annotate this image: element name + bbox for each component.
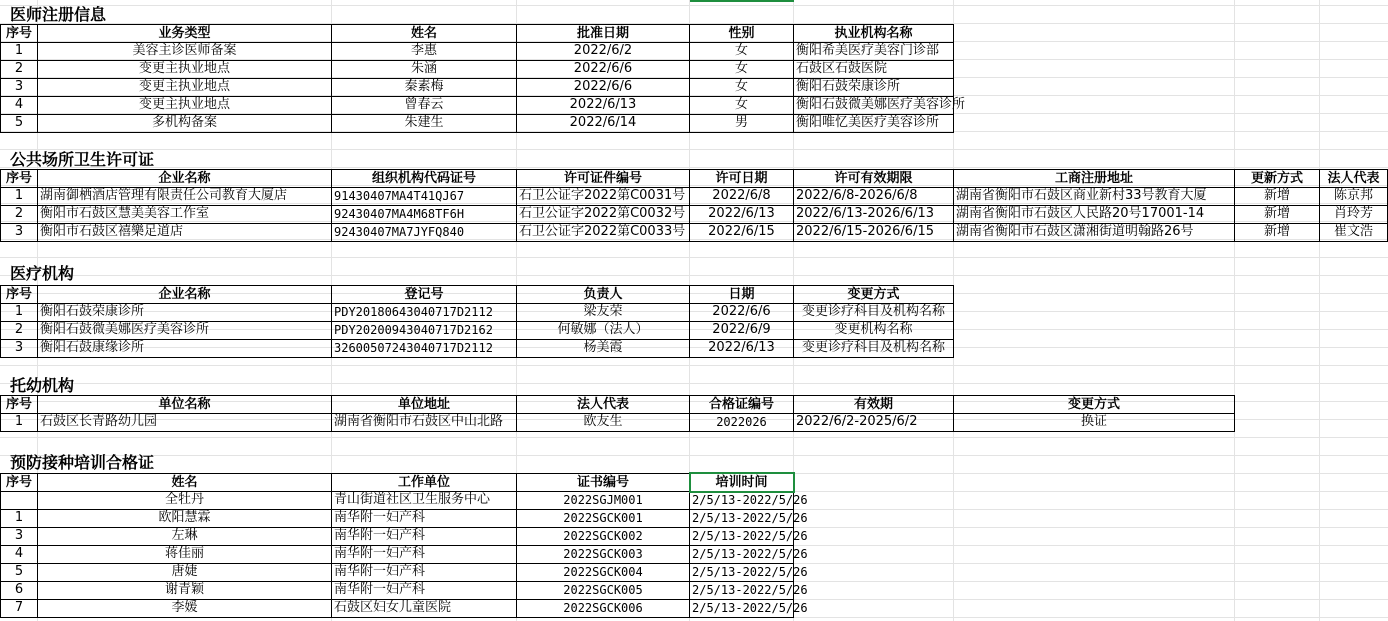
cell-vaccine-r3-c1[interactable]: 左琳 <box>38 527 332 546</box>
cell-doctor-r5-c1[interactable]: 多机构备案 <box>38 114 332 133</box>
cell-vaccine-r2-c1[interactable]: 欧阳慧霖 <box>38 509 332 528</box>
cell-vaccine-r1-c3[interactable]: 2022SGJM001 <box>517 491 690 510</box>
cell-doctor-r5-c0[interactable]: 5 <box>0 114 38 133</box>
header-cell-nursery-5[interactable]: 有效期 <box>794 395 954 414</box>
cell-public-r1-c1[interactable]: 湖南御栖酒店管理有限责任公司教育大厦店 <box>38 187 332 206</box>
cell-doctor-r3-c5[interactable]: 衡阳石鼓荣康诊所 <box>794 78 954 97</box>
cell-public-r2-c6[interactable]: 湖南省衡阳市石鼓区人民路20号17001-14 <box>954 205 1235 224</box>
cell-public-r2-c5[interactable]: 2022/6/13-2026/6/13 <box>794 205 954 224</box>
section-title-medical[interactable]: 医疗机构 <box>10 264 75 283</box>
header-cell-public-0[interactable]: 序号 <box>0 169 38 188</box>
cell-vaccine-r5-c0[interactable]: 5 <box>0 563 38 582</box>
cell-vaccine-r6-c0[interactable]: 6 <box>0 581 38 600</box>
header-cell-vaccine-1[interactable]: 姓名 <box>38 473 332 492</box>
cell-doctor-r4-c1[interactable]: 变更主执业地点 <box>38 96 332 115</box>
grid-row-line <box>0 257 1388 258</box>
cell-public-r2-c0[interactable]: 2 <box>0 205 38 224</box>
cell-doctor-r2-c4[interactable]: 女 <box>690 60 794 79</box>
cell-medical-r1-c1[interactable]: 衡阳石鼓荣康诊所 <box>38 303 332 322</box>
cell-vaccine-r5-c4[interactable]: 2/5/13-2022/5/26 <box>690 563 794 582</box>
section-title-doctor[interactable]: 医师注册信息 <box>10 5 107 24</box>
cell-vaccine-r7-c4[interactable]: 2/5/13-2022/5/26 <box>690 599 794 618</box>
cell-medical-r2-c0[interactable]: 2 <box>0 321 38 340</box>
cell-doctor-r5-c4[interactable]: 男 <box>690 114 794 133</box>
cell-doctor-r3-c1[interactable]: 变更主执业地点 <box>38 78 332 97</box>
cell-vaccine-r4-c2[interactable]: 南华附一妇产科 <box>332 545 517 564</box>
cell-doctor-r1-c4[interactable]: 女 <box>690 42 794 61</box>
cell-doctor-r1-c5[interactable]: 衡阳希美医疗美容门诊部 <box>794 42 954 61</box>
header-cell-vaccine-0[interactable]: 序号 <box>0 473 38 492</box>
cell-public-r3-c6[interactable]: 湖南省衡阳市石鼓区潇湘街道明翰路26号 <box>954 223 1235 242</box>
cell-public-r2-c1[interactable]: 衡阳市石鼓区慧美美容工作室 <box>38 205 332 224</box>
cell-vaccine-r4-c3[interactable]: 2022SGCK003 <box>517 545 690 564</box>
cell-doctor-r3-c2[interactable]: 秦素梅 <box>332 78 517 97</box>
header-cell-public-3[interactable]: 许可证件编号 <box>517 169 690 188</box>
cell-vaccine-r5-c2[interactable]: 南华附一妇产科 <box>332 563 517 582</box>
cell-vaccine-r1-c0[interactable] <box>0 491 38 510</box>
cell-vaccine-r6-c4[interactable]: 2/5/13-2022/5/26 <box>690 581 794 600</box>
cell-vaccine-r3-c4[interactable]: 2/5/13-2022/5/26 <box>690 527 794 546</box>
cell-medical-r1-c5[interactable]: 变更诊疗科目及机构名称 <box>794 303 954 322</box>
header-cell-public-8[interactable]: 法人代表 <box>1320 169 1388 188</box>
cell-public-r3-c8[interactable]: 崔文浩 <box>1320 223 1388 242</box>
cell-vaccine-r4-c0[interactable]: 4 <box>0 545 38 564</box>
cell-vaccine-r1-c4[interactable]: 2/5/13-2022/5/26 <box>690 491 794 510</box>
cell-public-r1-c5[interactable]: 2022/6/8-2026/6/8 <box>794 187 954 206</box>
header-cell-doctor-4[interactable]: 性别 <box>690 24 794 43</box>
cell-doctor-r4-c3[interactable]: 2022/6/13 <box>517 96 690 115</box>
header-cell-public-2[interactable]: 组织机构代码证号 <box>332 169 517 188</box>
cell-medical-r2-c1[interactable]: 衡阳石鼓微美娜医疗美容诊所 <box>38 321 332 340</box>
cell-vaccine-r7-c0[interactable]: 7 <box>0 599 38 618</box>
cell-doctor-r1-c2[interactable]: 李惠 <box>332 42 517 61</box>
cell-vaccine-r7-c2[interactable]: 石鼓区妇女儿童医院 <box>332 599 517 618</box>
cell-public-r2-c8[interactable]: 肖玲芳 <box>1320 205 1388 224</box>
cell-nursery-r1-c3[interactable]: 欧友生 <box>517 413 690 432</box>
cell-doctor-r3-c0[interactable]: 3 <box>0 78 38 97</box>
cell-vaccine-r6-c3[interactable]: 2022SGCK005 <box>517 581 690 600</box>
cell-doctor-r5-c3[interactable]: 2022/6/14 <box>517 114 690 133</box>
cell-doctor-r5-c5[interactable]: 衡阳唯忆美医疗美容诊所 <box>794 114 954 133</box>
cell-vaccine-r3-c2[interactable]: 南华附一妇产科 <box>332 527 517 546</box>
header-cell-doctor-5[interactable]: 执业机构名称 <box>794 24 954 43</box>
header-cell-vaccine-2[interactable]: 工作单位 <box>332 473 517 492</box>
cell-medical-r2-c2[interactable]: PDY20200943040717D2162 <box>332 321 517 340</box>
header-cell-public-5[interactable]: 许可有效期限 <box>794 169 954 188</box>
cell-vaccine-r5-c1[interactable]: 唐婕 <box>38 563 332 582</box>
section-title-vaccine[interactable]: 预防接种培训合格证 <box>10 453 155 472</box>
header-cell-nursery-3[interactable]: 法人代表 <box>517 395 690 414</box>
cell-public-r2-c3[interactable]: 石卫公证字2022第C0032号 <box>517 205 690 224</box>
cell-medical-r3-c1[interactable]: 衡阳石鼓康缘诊所 <box>38 339 332 358</box>
cell-medical-r1-c4[interactable]: 2022/6/6 <box>690 303 794 322</box>
cell-public-r1-c3[interactable]: 石卫公证字2022第C0031号 <box>517 187 690 206</box>
grid-row-line <box>0 149 1388 150</box>
cell-medical-r3-c0[interactable]: 3 <box>0 339 38 358</box>
cell-medical-r2-c4[interactable]: 2022/6/9 <box>690 321 794 340</box>
section-title-public[interactable]: 公共场所卫生许可证 <box>10 150 155 169</box>
cell-doctor-r2-c1[interactable]: 变更主执业地点 <box>38 60 332 79</box>
cell-nursery-r1-c1[interactable]: 石鼓区长青路幼儿园 <box>38 413 332 432</box>
cell-vaccine-r6-c2[interactable]: 南华附一妇产科 <box>332 581 517 600</box>
cell-vaccine-r1-c1[interactable]: 全牡丹 <box>38 491 332 510</box>
cell-medical-r2-c5[interactable]: 变更机构名称 <box>794 321 954 340</box>
cell-public-r1-c4[interactable]: 2022/6/8 <box>690 187 794 206</box>
header-cell-public-6[interactable]: 工商注册地址 <box>954 169 1235 188</box>
cell-public-r1-c6[interactable]: 湖南省衡阳市石鼓区商业新村33号教育大厦 <box>954 187 1235 206</box>
active-column-indicator <box>690 0 794 2</box>
cell-medical-r1-c0[interactable]: 1 <box>0 303 38 322</box>
cell-public-r3-c2[interactable]: 92430407MA7JYFQ840 <box>332 223 517 242</box>
grid-row-line <box>0 167 1388 168</box>
cell-public-r3-c4[interactable]: 2022/6/15 <box>690 223 794 242</box>
cell-nursery-r1-c5[interactable]: 2022/6/2-2025/6/2 <box>794 413 954 432</box>
header-cell-nursery-1[interactable]: 单位名称 <box>38 395 332 414</box>
header-cell-medical-3[interactable]: 负责人 <box>517 285 690 304</box>
cell-medical-r1-c2[interactable]: PDY20180643040717D2112 <box>332 303 517 322</box>
cell-public-r3-c0[interactable]: 3 <box>0 223 38 242</box>
header-cell-public-7[interactable]: 更新方式 <box>1235 169 1320 188</box>
header-cell-doctor-1[interactable]: 业务类型 <box>38 24 332 43</box>
cell-vaccine-r3-c3[interactable]: 2022SGCK002 <box>517 527 690 546</box>
cell-vaccine-r1-c2[interactable]: 青山街道社区卫生服务中心 <box>332 491 517 510</box>
cell-medical-r3-c5[interactable]: 变更诊疗科目及机构名称 <box>794 339 954 358</box>
cell-public-r2-c2[interactable]: 92430407MA4M68TF6H <box>332 205 517 224</box>
cell-medical-r3-c4[interactable]: 2022/6/13 <box>690 339 794 358</box>
cell-medical-r3-c2[interactable]: 32600507243040717D2112 <box>332 339 517 358</box>
cell-public-r3-c7[interactable]: 新增 <box>1235 223 1320 242</box>
cell-public-r3-c3[interactable]: 石卫公证字2022第C0033号 <box>517 223 690 242</box>
header-cell-nursery-2[interactable]: 单位地址 <box>332 395 517 414</box>
cell-doctor-r2-c2[interactable]: 朱涵 <box>332 60 517 79</box>
cell-vaccine-r2-c3[interactable]: 2022SGCK001 <box>517 509 690 528</box>
cell-doctor-r1-c1[interactable]: 美容主诊医师备案 <box>38 42 332 61</box>
header-cell-nursery-4[interactable]: 合格证编号 <box>690 395 794 414</box>
cell-medical-r2-c3[interactable]: 何敏娜（法人） <box>517 321 690 340</box>
cell-doctor-r3-c3[interactable]: 2022/6/6 <box>517 78 690 97</box>
header-cell-medical-2[interactable]: 登记号 <box>332 285 517 304</box>
cell-doctor-r4-c2[interactable]: 曾春云 <box>332 96 517 115</box>
active-cell-selection[interactable] <box>689 472 795 493</box>
grid-row-line <box>0 437 1388 438</box>
header-cell-doctor-2[interactable]: 姓名 <box>332 24 517 43</box>
grid-row-line <box>0 5 1388 6</box>
header-cell-public-4[interactable]: 许可日期 <box>690 169 794 188</box>
header-cell-doctor-0[interactable]: 序号 <box>0 24 38 43</box>
cell-doctor-r2-c0[interactable]: 2 <box>0 60 38 79</box>
header-cell-nursery-6[interactable]: 变更方式 <box>954 395 1235 414</box>
header-cell-vaccine-4[interactable]: 培训时间 <box>690 473 794 492</box>
section-title-nursery[interactable]: 托幼机构 <box>10 376 75 395</box>
cell-medical-r3-c3[interactable]: 杨美霞 <box>517 339 690 358</box>
header-cell-medical-1[interactable]: 企业名称 <box>38 285 332 304</box>
cell-vaccine-r5-c3[interactable]: 2022SGCK004 <box>517 563 690 582</box>
cell-doctor-r1-c3[interactable]: 2022/6/2 <box>517 42 690 61</box>
cell-nursery-r1-c0[interactable]: 1 <box>0 413 38 432</box>
cell-vaccine-r2-c2[interactable]: 南华附一妇产科 <box>332 509 517 528</box>
header-cell-doctor-3[interactable]: 批准日期 <box>517 24 690 43</box>
grid-row-line <box>0 365 1388 366</box>
cell-doctor-r4-c4[interactable]: 女 <box>690 96 794 115</box>
cell-doctor-r2-c5[interactable]: 石鼓区石鼓医院 <box>794 60 954 79</box>
grid-row-line <box>0 275 1388 276</box>
cell-public-r2-c4[interactable]: 2022/6/13 <box>690 205 794 224</box>
cell-medical-r1-c3[interactable]: 梁友荣 <box>517 303 690 322</box>
cell-public-r1-c8[interactable]: 陈京邦 <box>1320 187 1388 206</box>
cell-public-r1-c0[interactable]: 1 <box>0 187 38 206</box>
cell-doctor-r2-c3[interactable]: 2022/6/6 <box>517 60 690 79</box>
cell-nursery-r1-c2[interactable]: 湖南省衡阳市石鼓区中山北路 <box>332 413 517 432</box>
cell-vaccine-r4-c1[interactable]: 蒋佳丽 <box>38 545 332 564</box>
cell-doctor-r1-c0[interactable]: 1 <box>0 42 38 61</box>
cell-vaccine-r7-c3[interactable]: 2022SGCK006 <box>517 599 690 618</box>
cell-public-r1-c2[interactable]: 91430407MA4T41QJ67 <box>332 187 517 206</box>
cell-vaccine-r2-c0[interactable]: 1 <box>0 509 38 528</box>
cell-vaccine-r6-c1[interactable]: 谢青颖 <box>38 581 332 600</box>
cell-public-r1-c7[interactable]: 新增 <box>1235 187 1320 206</box>
cell-nursery-r1-c4[interactable]: 2022026 <box>690 413 794 432</box>
cell-vaccine-r3-c0[interactable]: 3 <box>0 527 38 546</box>
header-cell-vaccine-3[interactable]: 证书编号 <box>517 473 690 492</box>
grid-row-line <box>0 455 1388 456</box>
cell-vaccine-r7-c1[interactable]: 李媛 <box>38 599 332 618</box>
cell-doctor-r4-c0[interactable]: 4 <box>0 96 38 115</box>
header-cell-medical-5[interactable]: 变更方式 <box>794 285 954 304</box>
cell-public-r2-c7[interactable]: 新增 <box>1235 205 1320 224</box>
header-cell-medical-4[interactable]: 日期 <box>690 285 794 304</box>
cell-doctor-r3-c4[interactable]: 女 <box>690 78 794 97</box>
cell-vaccine-r4-c4[interactable]: 2/5/13-2022/5/26 <box>690 545 794 564</box>
header-cell-nursery-0[interactable]: 序号 <box>0 395 38 414</box>
cell-nursery-r1-c6[interactable]: 换证 <box>954 413 1235 432</box>
grid-row-line <box>0 383 1388 384</box>
header-cell-medical-0[interactable]: 序号 <box>0 285 38 304</box>
cell-vaccine-r2-c4[interactable]: 2/5/13-2022/5/26 <box>690 509 794 528</box>
cell-public-r3-c1[interactable]: 衡阳市石鼓区禧樂足道店 <box>38 223 332 242</box>
cell-doctor-r5-c2[interactable]: 朱建生 <box>332 114 517 133</box>
header-cell-public-1[interactable]: 企业名称 <box>38 169 332 188</box>
cell-doctor-r4-c5[interactable]: 衡阳石鼓微美娜医疗美容诊所 <box>794 96 954 115</box>
cell-public-r3-c5[interactable]: 2022/6/15-2026/6/15 <box>794 223 954 242</box>
